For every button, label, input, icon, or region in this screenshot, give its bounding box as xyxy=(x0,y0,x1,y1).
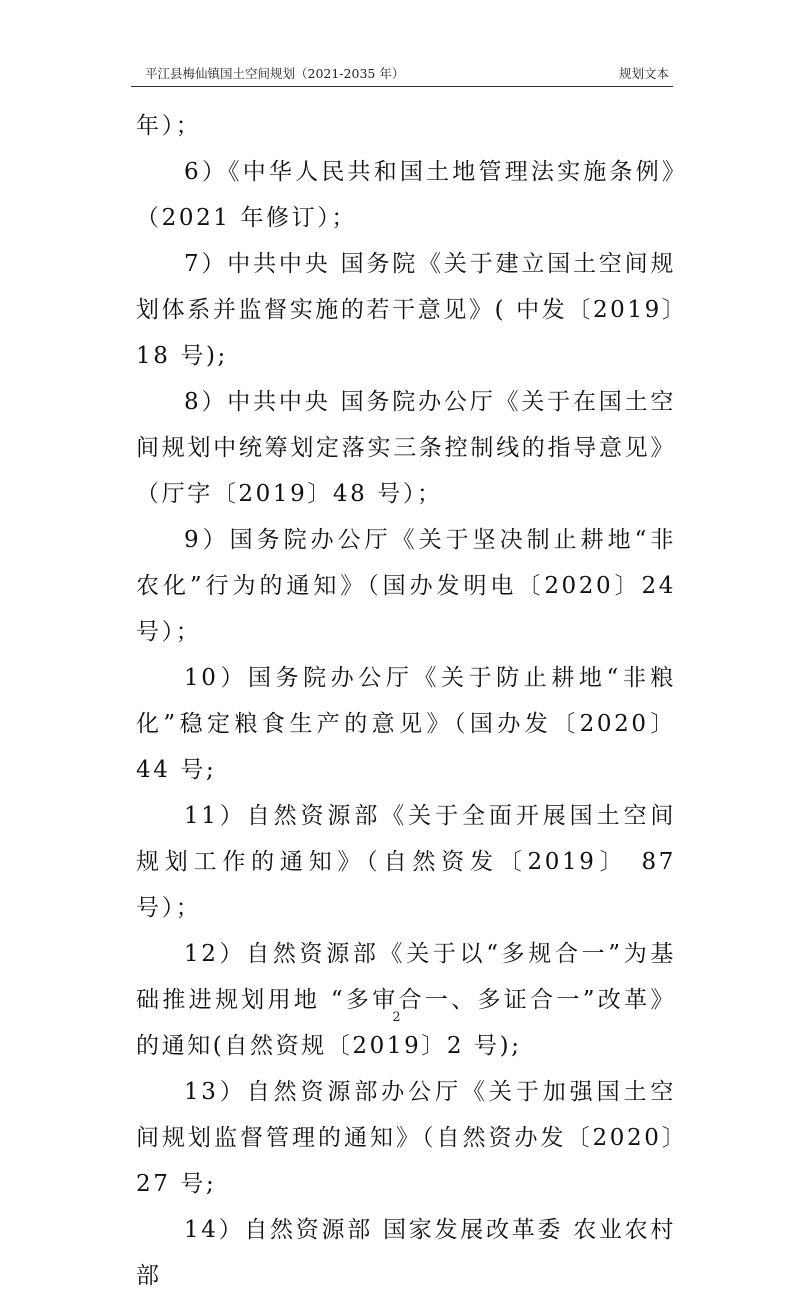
paragraph-item-13: 13）自然资源部办公厅《关于加强国土空间规划监督管理的通知》（自然资办发〔2020〕27 号; xyxy=(136,1079,676,1197)
header-divider xyxy=(131,86,673,87)
paragraph-item-12: 12）自然资源部《关于以“多规合一”为基础推进规划用地 “多审合一、多证合一”改革》的通知(自然资规〔2019〕2 号); xyxy=(136,941,676,1059)
paragraph-item-6: 6）《中华人民共和国土地管理法实施条例》（2021 年修订）； xyxy=(136,159,676,231)
document-title: 平江县梅仙镇国土空间规划（2021-2035 年） xyxy=(145,66,405,81)
page-header xyxy=(131,62,673,84)
paragraph-item-10: 10）国务院办公厅《关于防止耕地“非粮化”稳定粮食生产的意见》（国办发〔2020〕44 号; xyxy=(136,665,676,783)
paragraph-item-9: 9）国务院办公厅《关于坚决制止耕地“非农化”行为的通知》（国办发明电〔2020〕24 号）； xyxy=(136,527,676,645)
paragraph-item-8: 8）中共中央 国务院办公厅《关于在国土空间规划中统筹划定落实三条控制线的指导意见》（厅字〔2019〕48 号）； xyxy=(136,389,676,507)
paragraph-continuation: 年）； xyxy=(136,113,202,139)
paragraph-item-7: 7）中共中央 国务院《关于建立国土空间规划体系并监督实施的若干意见》( 中发〔2019〕18 号); xyxy=(136,251,676,369)
section-label: 规划文本 xyxy=(618,66,669,81)
paragraph-item-14: 14）自然资源部 国家发展改革委 农业农村部 xyxy=(136,1217,676,1289)
paragraph-item-11: 11）自然资源部《关于全面开展国土空间规划工作的通知》（自然资发〔2019〕 87 号）； xyxy=(136,803,676,921)
body-text xyxy=(136,103,676,1299)
page-number: 2 xyxy=(392,1010,401,1025)
